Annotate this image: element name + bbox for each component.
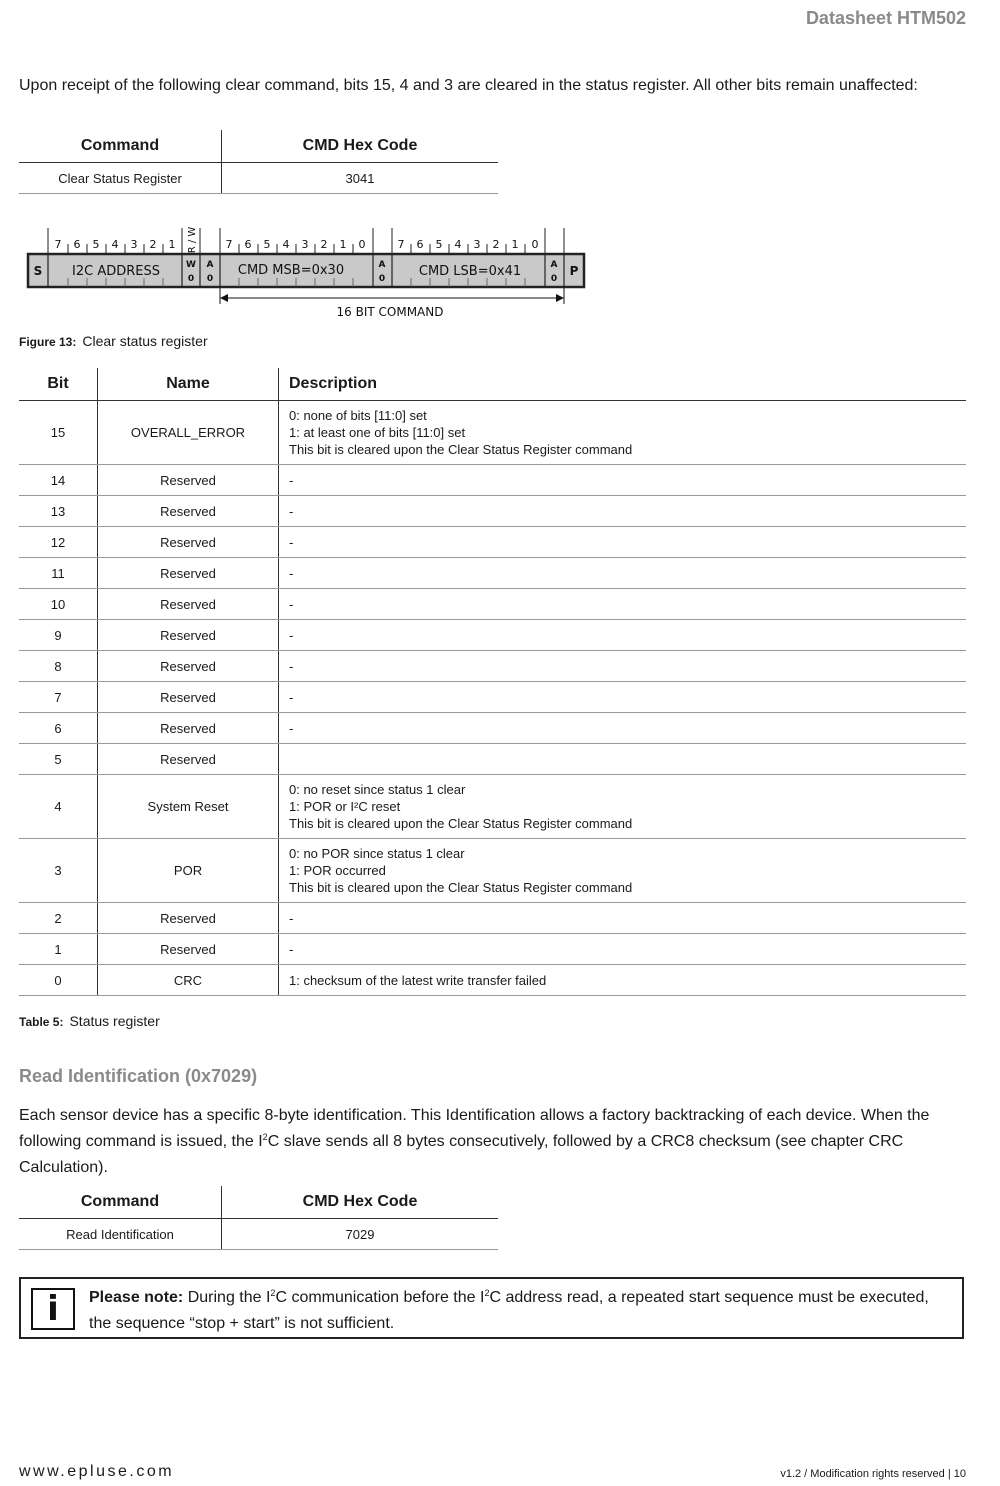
superscript: 2 <box>270 1288 276 1298</box>
bit-number: 2 <box>149 238 157 251</box>
ack-value: 0 <box>550 274 558 284</box>
table-row <box>19 775 966 839</box>
description-line: - <box>289 503 294 519</box>
name-cell: Reserved <box>98 527 279 558</box>
description-cell <box>279 839 967 903</box>
description-cell <box>279 589 967 620</box>
description-cell <box>279 713 967 744</box>
bit-cell: 1 <box>19 934 98 965</box>
table-row <box>19 465 966 496</box>
description-cell <box>279 775 967 839</box>
command-cell: Read Identification <box>19 1219 222 1250</box>
bit-number: 3 <box>301 238 309 251</box>
ack-label: A <box>550 260 558 270</box>
bit-number: 4 <box>111 238 119 251</box>
name-cell: Reserved <box>98 934 279 965</box>
bit-number: 5 <box>92 238 100 251</box>
info-icon: i <box>31 1288 75 1330</box>
bit-number: 0 <box>531 238 539 251</box>
bit-cell: 6 <box>19 713 98 744</box>
bit-number: 7 <box>54 238 62 251</box>
hex-code-cell: 7029 <box>222 1219 499 1250</box>
table-row <box>19 713 966 744</box>
ack-label: A <box>378 260 386 270</box>
arrow-right-head <box>556 294 564 302</box>
bit-cell: 0 <box>19 965 98 996</box>
description-cell <box>279 496 967 527</box>
description-line: - <box>289 472 294 488</box>
description-line: 1: POR occurred <box>289 863 386 878</box>
bit-cell: 7 <box>19 682 98 713</box>
bit-number: 1 <box>339 238 347 251</box>
description-line: - <box>289 627 294 643</box>
description-cell <box>279 620 967 651</box>
description-cell <box>279 401 967 465</box>
start-condition: S <box>33 264 43 278</box>
description-line: - <box>289 689 294 705</box>
name-cell: Reserved <box>98 558 279 589</box>
clear-command-table <box>19 130 498 194</box>
bit-number: 6 <box>73 238 81 251</box>
bit-number: 1 <box>511 238 519 251</box>
description-line: - <box>289 720 294 736</box>
bit-number: 4 <box>282 238 290 251</box>
name-cell: Reserved <box>98 465 279 496</box>
note-text-3: C address read, a repeated start sequence must be executed, the sequence “stop + start” is not sufficient. <box>89 1289 929 1332</box>
table-row <box>19 682 966 713</box>
description-cell <box>279 965 967 996</box>
description-line: This bit is cleared upon the Clear Status Register command <box>289 880 633 895</box>
figure-label: Figure 13: <box>19 335 77 349</box>
table-row <box>19 527 966 558</box>
name-cell: OVERALL_ERROR <box>98 401 279 465</box>
table-caption <box>19 1013 160 1029</box>
description-cell <box>279 744 967 775</box>
command-header: Command <box>19 1186 222 1219</box>
command-cell: Clear Status Register <box>19 163 222 194</box>
bit-number: 0 <box>358 238 366 251</box>
bit-number: 6 <box>416 238 424 251</box>
description-cell <box>279 558 967 589</box>
description-line: 1: POR or I²C reset <box>289 799 401 814</box>
address-bit-numbers <box>55 238 176 251</box>
note-text <box>89 1285 949 1337</box>
hex-code-cell: 3041 <box>222 163 499 194</box>
table-text: Status register <box>69 1013 160 1029</box>
bit-number: 1 <box>168 238 176 251</box>
table-row <box>19 558 966 589</box>
description-cell <box>279 682 967 713</box>
name-cell: Reserved <box>98 713 279 744</box>
address-field-label: I2C ADDRESS <box>72 264 160 279</box>
description-line: - <box>289 910 294 926</box>
figure-text: Clear status register <box>82 333 208 349</box>
intro-paragraph: Upon receipt of the following clear command, bits 15, 4 and 3 are cleared in the status register. All other bits remain unaffected: <box>19 77 918 94</box>
description-cell <box>279 651 967 682</box>
ack-value: 0 <box>206 274 214 284</box>
description-cell <box>279 903 967 934</box>
section-title: Read Identification (0x7029) <box>19 1066 258 1086</box>
i2c-frame-diagram <box>0 216 620 326</box>
name-cell: Reserved <box>98 682 279 713</box>
bit-cell: 12 <box>19 527 98 558</box>
name-cell: Reserved <box>98 903 279 934</box>
read-id-text-1: Each sensor device has a specific 8-byte identification. This Identification allows a factory backtracking of each device. When the following command is issued, the I <box>19 1107 930 1150</box>
note-label: Please note: <box>89 1289 184 1306</box>
read-id-text-2: C slave sends all 8 bytes consecutively, followed by a CRC8 checksum (see chapter CRC Calculation). <box>19 1133 904 1176</box>
table-row <box>19 496 966 527</box>
note-text-2: C communication before the I <box>275 1289 485 1306</box>
footer-version: v1.2 / Modification rights reserved | 10 <box>780 1468 966 1480</box>
hex-code-header: CMD Hex Code <box>222 130 499 163</box>
status-table-body <box>19 401 966 996</box>
bit-number: 2 <box>320 238 328 251</box>
description-line: - <box>289 565 294 581</box>
description-line: 0: none of bits [11:0] set <box>289 408 427 423</box>
description-cell <box>279 527 967 558</box>
description-line: 0: no reset since status 1 clear <box>289 782 466 797</box>
command-span-label: 16 BIT COMMAND <box>336 305 444 319</box>
read-id-paragraph <box>19 1103 969 1181</box>
name-cell: Reserved <box>98 651 279 682</box>
arrow-left-head <box>220 294 228 302</box>
bit-header: Bit <box>19 368 98 401</box>
bit-cell: 5 <box>19 744 98 775</box>
msb-field-label: CMD MSB=0x30 <box>237 263 345 278</box>
bit-cell: 3 <box>19 839 98 903</box>
name-cell: System Reset <box>98 775 279 839</box>
bit-cell: 2 <box>19 903 98 934</box>
bit-number: 2 <box>492 238 500 251</box>
description-line: - <box>289 534 294 550</box>
bit-number: 5 <box>435 238 443 251</box>
bit-number: 3 <box>473 238 481 251</box>
bit-cell: 4 <box>19 775 98 839</box>
name-header: Name <box>98 368 279 401</box>
lsb-field-label: CMD LSB=0x41 <box>418 264 522 279</box>
table-row <box>19 903 966 934</box>
figure-caption <box>19 333 208 349</box>
hex-code-header: CMD Hex Code <box>222 1186 499 1219</box>
name-cell: Reserved <box>98 589 279 620</box>
note-text-1: During the I <box>183 1289 271 1306</box>
name-cell: Reserved <box>98 620 279 651</box>
name-cell: POR <box>98 839 279 903</box>
bit-cell: 13 <box>19 496 98 527</box>
name-cell: Reserved <box>98 744 279 775</box>
write-bit-label: W <box>186 260 196 270</box>
bit-cell: 9 <box>19 620 98 651</box>
command-span-arrow <box>220 287 564 304</box>
bit-number: 7 <box>397 238 405 251</box>
note-box <box>19 1277 964 1339</box>
description-line: - <box>289 941 294 957</box>
stop-condition: P <box>569 264 579 278</box>
table-row <box>19 401 966 465</box>
description-line: This bit is cleared upon the Clear Status Register command <box>289 816 633 831</box>
table-row <box>19 651 966 682</box>
table-row <box>19 839 966 903</box>
table-row <box>19 620 966 651</box>
bit-cell: 14 <box>19 465 98 496</box>
bit-number: 5 <box>263 238 271 251</box>
bit-number: 4 <box>454 238 462 251</box>
superscript: 2 <box>484 1288 490 1298</box>
bit-cell: 15 <box>19 401 98 465</box>
rw-label: R / W <box>187 226 198 254</box>
header-title: Datasheet HTM502 <box>805 8 966 28</box>
table-row <box>19 934 966 965</box>
table-label: Table 5: <box>19 1015 64 1029</box>
description-line: 1: checksum of the latest write transfer failed <box>289 972 547 988</box>
bit-number: 6 <box>244 238 252 251</box>
description-line: This bit is cleared upon the Clear Status Register command <box>289 442 633 457</box>
bit-number: 7 <box>225 238 233 251</box>
table-row <box>19 744 966 775</box>
description-line: - <box>289 596 294 612</box>
name-cell: CRC <box>98 965 279 996</box>
bit-number: 3 <box>130 238 138 251</box>
ack-value: 0 <box>378 274 386 284</box>
read-id-command-table <box>19 1186 498 1250</box>
table-row <box>19 965 966 996</box>
ack-label: A <box>206 260 214 270</box>
superscript: 2 <box>262 1132 268 1142</box>
description-cell <box>279 934 967 965</box>
description-line: 1: at least one of bits [11:0] set <box>289 425 466 440</box>
command-header: Command <box>19 130 222 163</box>
bit-cell: 10 <box>19 589 98 620</box>
description-line: - <box>289 658 294 674</box>
status-register-table <box>19 368 966 996</box>
bit-cell: 8 <box>19 651 98 682</box>
description-header: Description <box>279 368 967 401</box>
description-cell <box>279 465 967 496</box>
bit-cell: 11 <box>19 558 98 589</box>
table-row <box>19 589 966 620</box>
name-cell: Reserved <box>98 496 279 527</box>
write-bit-value: 0 <box>187 274 195 284</box>
footer-website[interactable]: www.epluse.com <box>19 1463 175 1480</box>
description-line: 0: no POR since status 1 clear <box>289 846 465 861</box>
